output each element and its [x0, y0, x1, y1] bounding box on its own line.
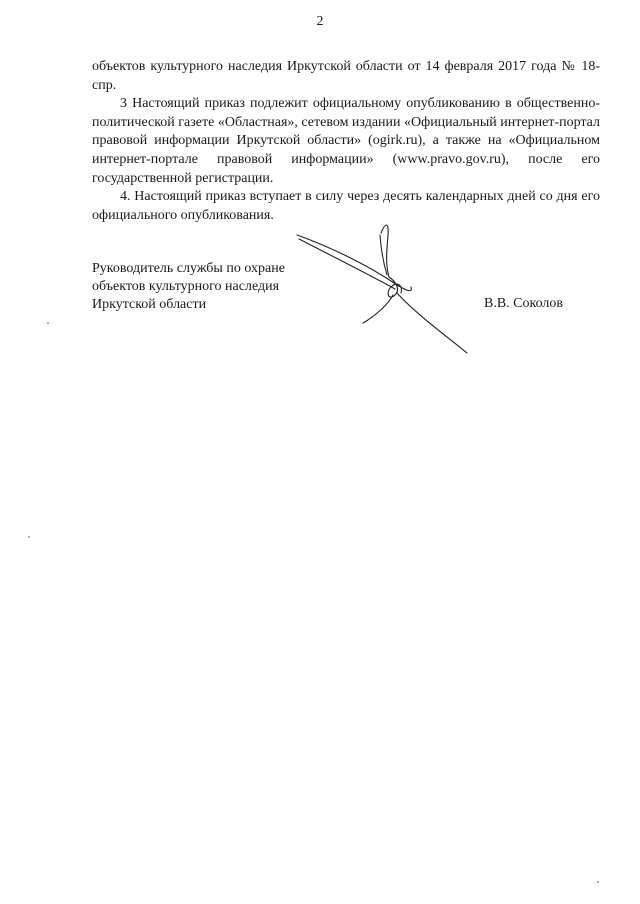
- document-body: [92, 58, 600, 225]
- position-line: объектов культурного наследия: [92, 279, 280, 294]
- position-line: Иркутской области: [92, 297, 207, 312]
- handwritten-signature: [285, 215, 485, 365]
- signatory-name: В.В. Соколов: [484, 296, 564, 311]
- position-line: Руководитель службы по охране: [92, 261, 285, 276]
- paragraph-continuation: объектов культурного наследия Иркутской области от 14 февраля 2017 года № 18-спр.: [92, 59, 600, 93]
- scan-speck: [597, 881, 599, 883]
- paragraph-effective-date: 4. Настоящий приказ вступает в силу через десять календарных дней со дня его официального опубликования.: [92, 189, 600, 223]
- scan-speck: [28, 536, 30, 538]
- paragraph-publication: 3 Настоящий приказ подлежит официальному опубликованию в общественно-политической газете «Областная», сетевом издании «Официальный интернет-портал правовой информации Иркутской области» (ogirk.ru), а также на «Официальном интернет-портале правовой информации» (www.pravo.gov.ru), после его государственной регистрации.: [92, 96, 600, 186]
- page-number: 2: [316, 14, 324, 29]
- scan-speck: [47, 322, 49, 324]
